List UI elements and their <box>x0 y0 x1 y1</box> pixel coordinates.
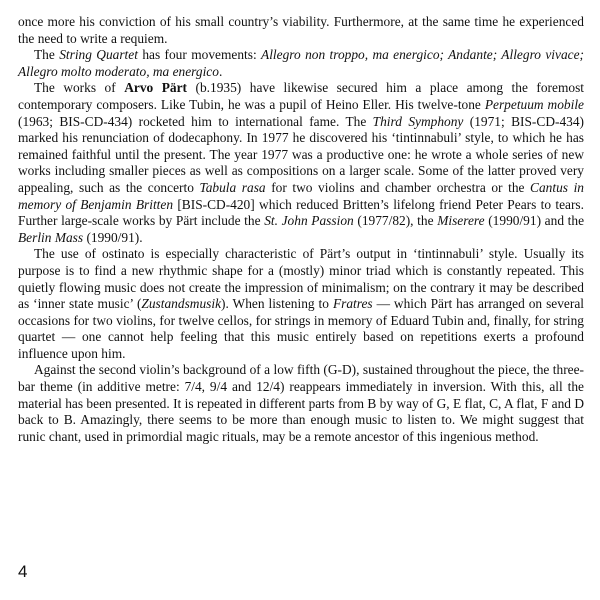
italic-text: Fratres <box>332 296 373 312</box>
italic-text: Berlin Mass <box>18 229 84 245</box>
paragraph-text: . <box>218 63 223 79</box>
paragraph-text: (1990/91) and the <box>484 213 585 229</box>
paragraph-text: (1971; BIS-CD-434) marked his renunciation of dodecaphony. In 1977 he discovered his ‘tintinnabuli’ style, to which he has remained faithful until the present. The year 1977 was a productive one: he wrote a whole series of new works including smaller pieces as well as compositions on a larger scale. Some of the latter proved very appealing, such as the concerto <box>18 113 584 195</box>
italic-text: Miserere <box>437 213 485 229</box>
paragraph-text: (b.1935) have likewise secured him a place among the foremost contemporary composers. Like Tubin, he was a pupil of Heino Eller. His twelve-tone <box>18 80 585 112</box>
paragraph <box>18 14 584 47</box>
page-number: 4 <box>18 562 28 581</box>
italic-text: Third Symphony <box>372 113 464 129</box>
paragraph-text: for two violins and chamber orchestra or the <box>265 179 531 195</box>
italic-text: Tabula rasa <box>199 179 266 195</box>
paragraph <box>18 47 584 80</box>
paragraph-text: [BIS-CD-420] which reduced Britten’s lifelong friend Peter Pears to tears. Further large-scale works by Pärt include the <box>18 196 584 229</box>
paragraph-text: The use of ostinato is especially characteristic of Pärt’s output in ‘tintinnabuli’ style. Usually its purpose is to find a new rhythmic shape for a (mostly) minor triad which is constantly repeated. This quietly flowing music does not create the impression of minimalism; on the contrary it may be described as ‘inner state music’ ( <box>18 246 584 312</box>
paragraph-text: has four movements: <box>137 47 262 63</box>
italic-text: String Quartet <box>59 47 138 63</box>
paragraph-text: The <box>34 47 60 63</box>
paragraph <box>18 80 584 246</box>
paragraph-text: (1990/91). <box>83 229 143 245</box>
paragraph <box>18 246 584 362</box>
paragraph-text: ). When listening to <box>221 296 333 312</box>
paragraph-text: (1963; BIS-CD-434) rocketed him to international fame. The <box>18 113 373 129</box>
paragraph-text: The works of <box>34 80 125 96</box>
italic-text: Allegro non troppo, ma energico; Andante; Allegro vivace; Allegro molto moderato, ma energico <box>18 47 584 79</box>
italic-text: Zustandsmusik <box>141 296 222 312</box>
bold-text: Arvo Pärt <box>124 80 188 96</box>
paragraph <box>18 362 584 445</box>
paragraph-text: (1977/82), the <box>353 213 438 229</box>
paragraph-text: — which Pärt has arranged on several occasions for two violins, for twelve cellos, for strings in memory of Eduard Tubin and, finally, for string quartet — one cannot help feeling that this music entirely based on repetitions exerts a profound influence upon him. <box>18 296 584 361</box>
italic-text: Cantus in memory of Benjamin Britten <box>18 179 584 212</box>
italic-text: St. John Passion <box>264 213 354 229</box>
paragraph-text: once more his conviction of his small country’s viability. Furthermore, at the same time he experienced the need to write a requiem. <box>18 14 584 46</box>
text-body <box>18 14 584 445</box>
paragraph-text: Against the second violin’s background of a low fifth (G-D), sustained throughout the piece, the three-bar theme (in additive metre: 7/4, 9/4 and 12/4) reappears immediately in inversion. With this, all the material has been presented. It is repeated in different parts from B by way of G, E flat, C, A flat, F and D back to B. Amazingly, there seems to be more than enough music to listen to. We might suggest that runic chant, used in primordial magic rituals, may be a remote ancestor of this ingenious method. <box>18 362 584 444</box>
italic-text: Perpetuum mobile <box>484 96 584 112</box>
